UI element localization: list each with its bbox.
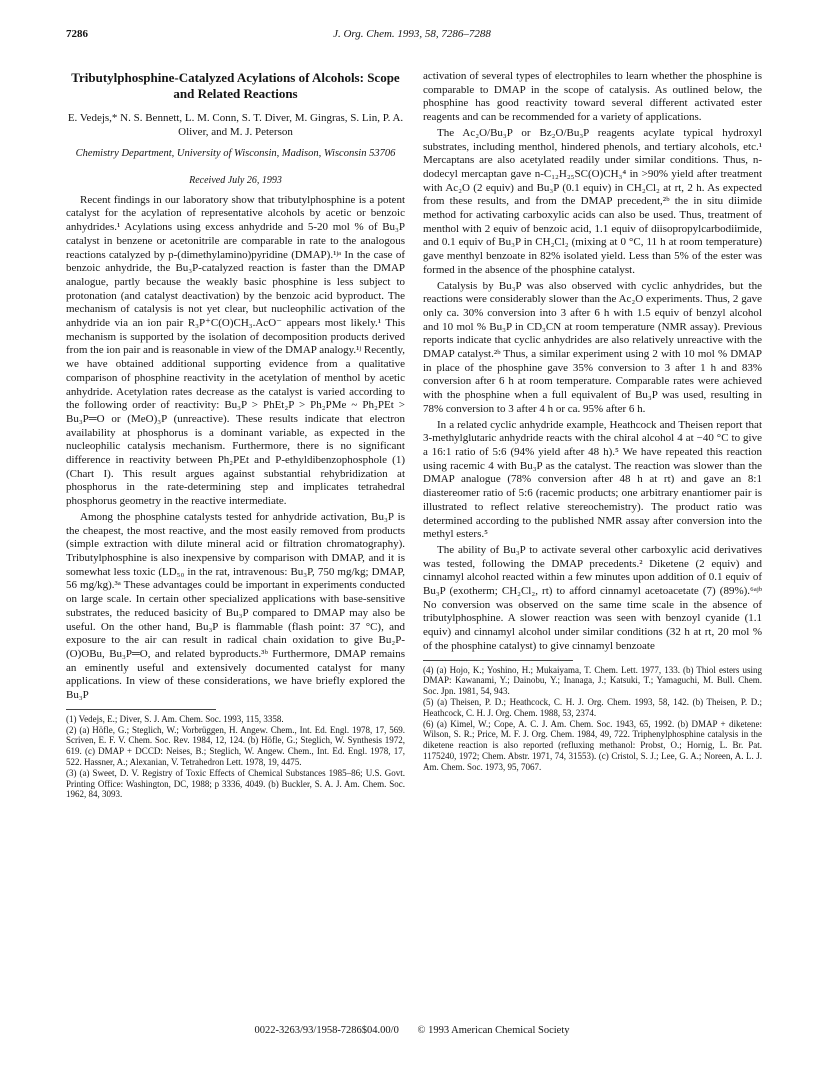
body-paragraph: In a related cyclic anhydride example, Heathcock and Theisen report that 3-methylglutaric anhydride reacts with the chiral alcohol 4 at −40 °C to give a 16:1 ratio of 5:6 (94% yield after 48 h).⁵ We have repeated this reaction using racemic 4 with Bu₃P as the catalyst. The reaction was slower than the DMAP analogue (78% conversion after 48 h at rt) and gave an 8:1 diastereomer ratio of 5:6 (racemic products; one arbitrary enantiomer pair is illustrated to reflect relative stereochemistry). The product ratio was determined according to the published NMR assay after conversion into the methyl esters.⁵ [423,418,762,541]
body-paragraph: activation of several types of electrophiles to learn whether the phosphine is comparable to DMAP in the scope of catalysis. As outlined below, the phosphine has good reactivity toward several different activated ester reagents and can be recommended for a variety of applications. [423,70,762,124]
footnote: (4) (a) Hojo, K.; Yoshino, H.; Mukaiyama, T. Chem. Lett. 1977, 133. (b) Thiol esters using DMAP: Kawanami, Y.; Dainobu, Y.; Inanaga, J.; Katsuki, T.; Yamaguchi, M. Bull. Chem. Soc. Jpn. 1981, 54, 943. [423,664,762,697]
article-title: Tributylphosphine-Catalyzed Acylations of Alcohols: Scope and Related Reactions [71,70,400,101]
footnote: (5) (a) Theisen, P. D.; Heathcock, C. H. J. Org. Chem. 1993, 58, 142. (b) Theisen, P. D.; Heathcock, C. H. J. Org. Chem. 1988, 53, 2374. [423,696,762,718]
journal-citation: J. Org. Chem. 1993, 58, 7286–7288 [333,28,491,40]
footnote: (1) Vedejs, E.; Diver, S. J. Am. Chem. Soc. 1993, 115, 3358. [66,713,284,724]
body-paragraph: Recent findings in our laboratory show that tributylphosphine is a potent catalyst for the acylation of representative alcohols by acetic or benzoic anhydrides.¹ Acylations using excess anhydride and 5-20 mol % of Bu₃P catalyst in benzene or acetonitrile are comparable in rate to the analogous reactions catalyzed by p-(dimethylamino)pyridine (DMAP).¹ʲᵃ In the case of benzoic anhydride, the Bu₃P-catalyzed reaction is faster than the DMAP analogue, partly because the weakly basic phosphine is less subject to protonation (and catalyst deactivation) by the benzoic acid byproduct. The mechanism of catalysis is not yet clear, but nucleophilic activation of the anhydride via an ion pair R₃P⁺C(O)CH₃.AcO⁻ appears most likely.¹ This mechanism is supported by the isolation of decomposition products derived from the ion pair and is reasonable in view of the DMAP analogy.¹ʲ Recently, we have obtained additional supporting evidence from a qualitative comparison of phosphine reactivity in the acetylation of menthol by acetic anhydride. Acetylation rates decrease as the catalyst is varied according to the following order of reactivity: Bu₃P > PhEt₂P > Ph₂PMe ~ Ph₂PEt > Bu₃P═O or (MeO)₃P (unreactive). These results indicate that electron availability at phosphorus is a dominant variable, as expected in the nucleophilic catalysis mechanism. Furthermore, there is no significant difference in reactivity between Ph₂PEt and P-ethyldibenzophosphole (1) (Chart I). This result argues against substantial rehybridization at phosphorus in the rate-determining step and implicates tetrahedral phosphorus geometry in the reactive intermediate. [66,193,405,508]
page-header [66,28,758,44]
left-column [66,70,405,800]
footnote: (3) (a) Sweet, D. V. Registry of Toxic Effects of Chemical Substances 1985–86; U.S. Govt. Printing Office: Washington, DC, 1988; p 3336, 4049. (b) Buckler, S. A. J. Am. Chem. Soc. 1962, 84, 3093. [66,767,405,800]
footnote: (6) (a) Kimel, W.; Cope, A. C. J. Am. Chem. Soc. 1943, 65, 1992. (b) DMAP + diketene: Wilson, S. R.; Price, M. F. J. Org. Chem. 1984, 49, 722. Triphenylphosphine catalysis in the diketene reaction is also reported (refluxing methanol: Probst, O.; Hornig, L. Br. Pat. 1175240, 1972; Chem. Abstr. 1971, 74, 31553). (c) Cristol, S. J.; Lee, G. A.; Noreen, A. L. J. Am. Chem. Soc. 1973, 95, 7067. [423,718,762,772]
footnotes-left [66,714,405,800]
author-list: E. Vedejs,* N. S. Bennett, L. M. Conn, S. T. Diver, M. Gingras, S. Lin, P. A. Oliver, and M. J. Peterson [67,112,404,138]
footnotes-right [423,665,762,773]
body-paragraph: Among the phosphine catalysts tested for anhydride activation, Bu₃P is the cheapest, the most reactive, and the most easily removed from products (simple extraction with dilute mineral acid or filtration chromatography). Tributylphosphine is also inexpensive by comparison with DMAP, and it is somewhat less toxic (LD₅₀ in the rat, intravenous: Bu₃P, 750 mg/kg; DMAP, 56 mg/kg).³ᵃ These advantages could be important in experiments conducted on large scale. In certain other specialized applications with base-sensitive substrates, the reduced basicity of Bu₃P compared to DMAP may also be useful. On the other hand, Bu₃P is flammable (flash point: 37 °C), and exposure to the air can result in radical chain oxidation to give Bu₂P-(O)OBu, Bu₃P═O, and related byproducts.³ᵇ Furthermore, DMAP remains an eminently useful and extensively documented catalyst for many applications. In view of these considerations, we have briefly explored the Bu₃P [66,510,405,702]
footnote: (2) (a) Höfle, G.; Steglich, W.; Vorbrüggen, H. Angew. Chem., Int. Ed. Engl. 1978, 17, 569. Scriven, E. F. V. Chem. Soc. Rev. 1984, 12, 124. (b) Höfle, G.; Steglich, W. Synthesis 1972, 619. (c) DMAP + DCCD: Neises, B.; Steglich, W. Angew. Chem., Int. Ed. Engl. 1978, 17, 522. Hassner, A.; Alexanian, V. Tetrahedron Lett. 1978, 19, 4475. [66,724,405,767]
article-code: 0022-3263/93/1958-7286$04.00/0 [254,1025,399,1036]
page-footer [66,1025,758,1036]
page-number: 7286 [66,28,88,40]
footnote-divider [423,660,573,661]
right-column [423,70,762,773]
copyright-notice: © 1993 American Chemical Society [417,1025,570,1036]
body-paragraph: The ability of Bu₃P to activate several other carboxylic acid derivatives was tested, following the DMAP precedents.² Diketene (2 equiv) and cinnamyl alcohol reacted within a few minutes upon addition of 0.1 equiv of Bu₃P (exotherm; CH₂Cl₂, rt) to afford cinnamyl acetoacetate (7) (89%).⁶ᵃʲᵇ No conversion was observed on the same time scale in the absence of tributylphosphine. A slower reaction was seen with benzoyl cyanide (1.1 equiv) and cinnamyl alcohol under similar conditions (32 h at rt, 20 mol % of the phosphine catalyst) to give cinnamyl benzoate [423,543,762,652]
footnote-divider [66,709,216,710]
affiliation: Chemistry Department, University of Wisconsin, Madison, Wisconsin 53706 [75,148,396,159]
body-paragraph: Catalysis by Bu₃P was also observed with cyclic anhydrides, but the reactions were considerably slower than the Ac₂O experiments. Thus, 2 gave only ca. 30% conversion into 3 after 6 h with 1.5 equiv of benzyl alcohol and 10 mol % Bu₃P in CD₃CN at room temperature (NMR assay). Previous reports indicate that cyclic anhydrides are also relatively unreactive with the DMAP catalyst.²ᵇ Thus, a similar experiment using 2 with 10 mol % DMAP in place of the phosphine gave 35% conversion to 3 after 1 h and 83% conversion after 6 h at room temperature. Comparable rates were achieved with the phosphine when a full equivalent of Bu₃P was used, resulting in 78% conversion to 3 after 4 h or ca. 95% after 6 h. [423,279,762,415]
received-date: Received July 26, 1993 [189,175,282,186]
body-paragraph: The Ac₂O/Bu₃P or Bz₂O/Bu₃P reagents acylate typical hydroxyl substrates, including menthol, hindered phenols, and tertiary alcohols, etc.¹ Mercaptans are also acetylated readily under similar conditions. Thus, n-dodecyl mercaptan gave n-C₁₂H₂₅SC(O)CH₃⁴ in >90% yield after treatment with Ac₂O (2 equiv) and Bu₃P (0.1 equiv) in CH₂Cl₂ at rt, 2 h. As expected from these results, and from the DMAP precedent,²ᵇ the in situ diimide method for activating carboxylic acids can also be used. Thus, treatment of menthol with 2 equiv of benzoic acid, 1.1 equiv of diisopropylcarbodiimide, and 0.1 equiv of Bu₃P in CH₂Cl₂ (mixing at 0 °C, 11 h at room temperature) gave menthyl benzoate in 82% isolated yield. Less than 5% of the ester was formed in the absence of the phosphine catalyst. [423,126,762,276]
